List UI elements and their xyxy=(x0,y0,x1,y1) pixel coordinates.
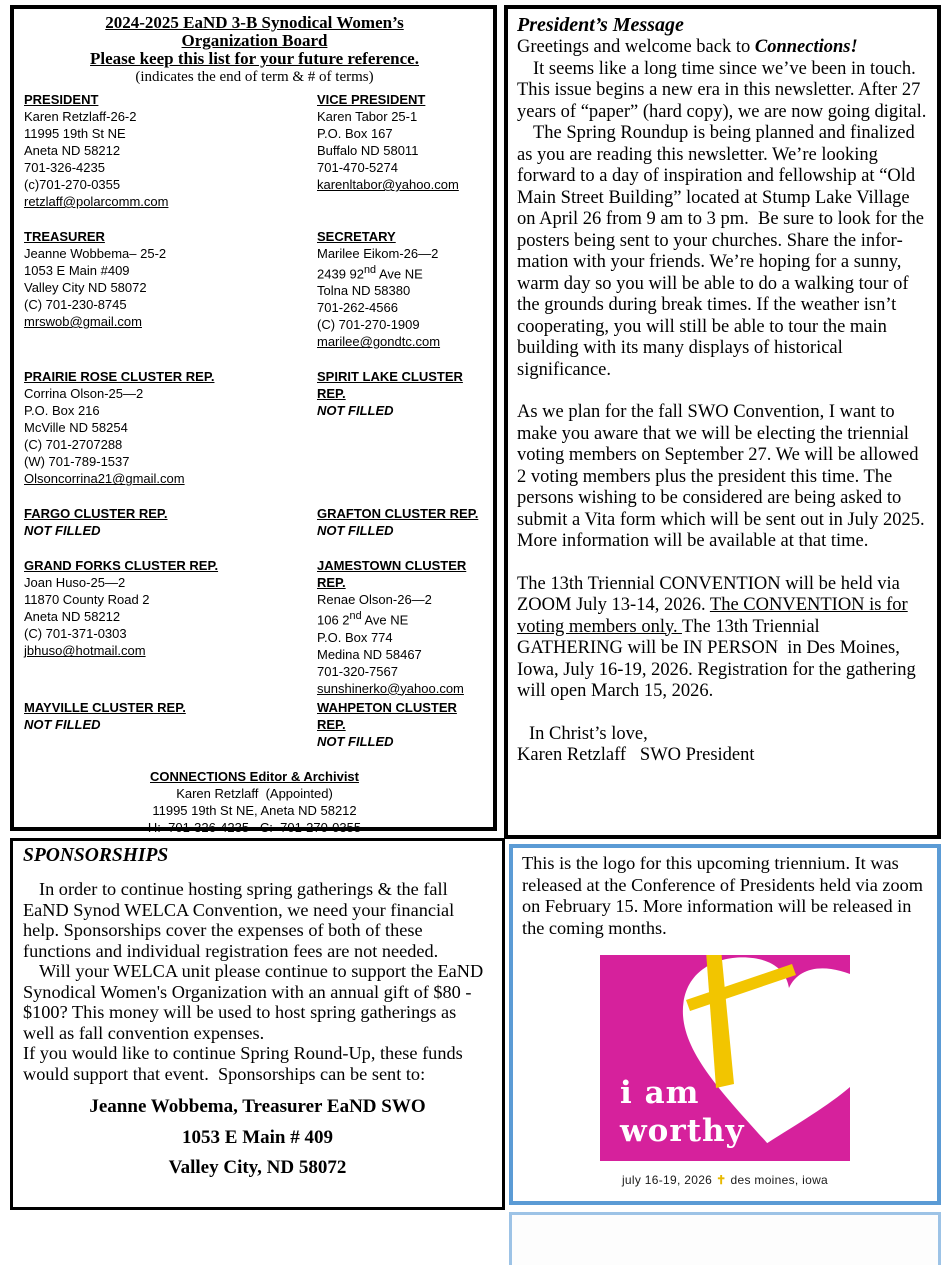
board-entry xyxy=(24,91,317,210)
entry-not-filled: NOT FILLED xyxy=(317,403,394,419)
sponsorships-mailing-address xyxy=(23,1097,492,1179)
entry-email-link[interactable]: sunshinerko@yahoo.com xyxy=(317,680,464,696)
board-entry xyxy=(317,505,485,539)
message-signature: Karen Retzlaff SWO President xyxy=(517,745,755,765)
entry-line: McVille ND 58254 xyxy=(24,420,128,436)
entry-line: (C) 701-270-1909 xyxy=(317,317,420,333)
editor-line: H: 701-326-4235 C: 701-270-0355 xyxy=(147,819,362,835)
board-title-line1: 2024-2025 EaND 3-B Synodical Women’s xyxy=(105,13,404,32)
board-entry xyxy=(24,228,317,350)
greeting-emphasis: Connections! xyxy=(754,37,858,57)
editor-line: Karen Retzlaff (Appointed) xyxy=(176,785,333,801)
message-paragraph-4 xyxy=(517,574,929,703)
sponsorships-title: SPONSORSHIPS xyxy=(23,845,169,866)
board-entry xyxy=(24,505,317,539)
editor-line: 11995 19th St NE, Aneta ND 58212 xyxy=(152,802,357,818)
entry-email-link[interactable]: karenltabor@yahoo.com xyxy=(317,177,459,192)
paragraph-4-end: The 13th Triennial GATHERING will be IN PERSON in Des Moines, Iowa, July 16-19, 2026. Registration for the gathering will open March 15, 2026. xyxy=(517,616,916,701)
i-am-worthy-logo-image xyxy=(600,955,850,1161)
message-greeting xyxy=(517,37,929,59)
entry-title: GRAFTON CLUSTER REP. xyxy=(317,506,479,522)
sponsorships-paragraph-1: In order to continue hosting spring gatherings & the fall EaND Synod WELCA Convention, we need your financial help. Sponsorships cover the expenses of both of these functions and individual registration fees are not needed. xyxy=(23,879,455,961)
board-row xyxy=(24,505,485,539)
entry-line: Karen Retzlaff-26-2 xyxy=(24,109,137,124)
entry-title: VICE PRESIDENT xyxy=(317,92,426,107)
presidents-message-box xyxy=(504,5,941,839)
entry-email-link[interactable]: mrswob@gmail.com xyxy=(24,314,142,329)
caption-date: july 16-19, 2026 xyxy=(621,1173,713,1187)
entry-line: (W) 701-789-1537 xyxy=(24,454,130,470)
address-line: Valley City, ND 58072 xyxy=(168,1157,347,1178)
board-row xyxy=(24,699,485,750)
board-entry xyxy=(24,557,317,696)
board-entry xyxy=(24,368,317,487)
triennium-logo-box xyxy=(509,844,941,1205)
sponsorships-paragraph-2: Will your WELCA unit please continue to support the EaND Synodical Women's Organization with an annual gift of $80 - $100? This money will be used to host spring gatherings as well as fall convention expenses. xyxy=(23,961,484,1043)
entry-title: MAYVILLE CLUSTER REP. xyxy=(24,699,186,715)
entry-line: (c)701-270-0355 xyxy=(24,177,121,192)
board-row xyxy=(24,368,485,487)
entry-line: Marilee Eikom-26—2 xyxy=(317,246,439,261)
message-paragraph-1: It seems like a long time since we’ve been in touch. This issue begins a new era in this newsletter. After 27 years of “paper” (hard copy), we are now going digital. xyxy=(517,58,927,122)
logo-text-line2: worthy xyxy=(620,1113,745,1149)
sponsorships-paragraph-3: If you would like to continue Spring Round-Up, these funds would support that event. Sponsorships can be sent to: xyxy=(23,1043,463,1084)
entry-title: SECRETARY xyxy=(317,229,396,244)
message-paragraph-2: The Spring Roundup is being planned and finalized as you are reading this newsletter. We’re looking forward to a day of inspiration and fellowship at “Old Main Street Building” located at Stump Lake Village on April 26 from 9 am to 3 pm. Be sure to look for the posters being sent to your churches. Share the information with your friends. We’re hoping for a sunny, warm day so you will be able to do a walking tour of the grounds during break times. If the weather isn’t cooperating, you will still be able to tour the main building with its many displays of historical significance. xyxy=(517,123,924,380)
entry-title: SPIRIT LAKE CLUSTER REP. xyxy=(317,369,463,402)
entry-line: P.O. Box 216 xyxy=(24,403,100,419)
entry-title: FARGO CLUSTER REP. xyxy=(24,506,168,522)
logo-text-line1: i am xyxy=(620,1075,700,1111)
entry-email-link[interactable]: Olsoncorrina21@gmail.com xyxy=(24,471,185,487)
entry-title: PRAIRIE ROSE CLUSTER REP. xyxy=(24,369,215,385)
address-line: 1053 E Main # 409 xyxy=(182,1126,333,1148)
board-row xyxy=(24,557,485,696)
greeting-text: Greetings and welcome back to xyxy=(517,37,755,57)
editor-title: CONNECTIONS Editor & Archivist xyxy=(150,768,359,784)
board-entry xyxy=(317,91,485,210)
caption-cross-icon: ✝ xyxy=(716,1173,727,1187)
entry-not-filled: NOT FILLED xyxy=(317,733,394,749)
board-title xyxy=(24,14,485,86)
entry-line: (C) 701-371-0303 xyxy=(24,626,127,642)
entry-title: PRESIDENT xyxy=(24,92,99,107)
entry-not-filled: NOT FILLED xyxy=(24,716,101,732)
entry-line: (C) 701-230-8745 xyxy=(24,297,127,312)
entry-line: 11870 County Road 2 xyxy=(24,592,150,608)
entry-line: 701-262-4566 xyxy=(317,300,398,316)
entry-line: 701-470-5274 xyxy=(317,160,398,175)
entry-line: (C) 701-2707288 xyxy=(24,437,123,453)
entry-not-filled: NOT FILLED xyxy=(24,523,101,539)
logo-description: This is the logo for this upcoming triennium. It was released at the Conference of Presidents held via zoom on February 15. More information will be released in the coming months. xyxy=(522,853,924,938)
entry-line: Tolna ND 58380 xyxy=(317,283,411,299)
entry-title: TREASURER xyxy=(24,229,105,244)
entry-line: Renae Olson-26—2 xyxy=(317,592,432,608)
entry-line: Karen Tabor 25-1 xyxy=(317,109,418,124)
board-entry xyxy=(317,228,485,350)
entry-line: P.O. Box 774 xyxy=(317,629,393,645)
board-title-line4: (indicates the end of term & # of terms) xyxy=(135,69,374,85)
message-paragraph-3: As we plan for the fall SWO Convention, I want to make you aware that we will be electing the triennial voting members on September 27. We will be allowed 2 voting members plus the president this time. The persons wishing to be considered are being asked to submit a Vita form which will be sent out in July 2025. More information will be available at that time. xyxy=(517,402,925,551)
entry-line: 701-326-4235 xyxy=(24,160,105,175)
entry-email-link[interactable]: retzlaff@polarcomm.com xyxy=(24,194,169,209)
entry-line: 11995 19th St NE xyxy=(24,126,126,141)
paragraph-4-underlined: The CONVENTION is for voting members only. xyxy=(517,595,908,637)
paragraph-4-start: The 13th Triennial CONVENTION will be held via ZOOM July 13-14, 2026. xyxy=(517,573,900,615)
entry-title: WAHPETON CLUSTER REP. xyxy=(317,699,457,732)
entry-line: 2439 92nd Ave NE xyxy=(317,264,423,282)
entry-line: Jeanne Wobbema– 25-2 xyxy=(24,246,167,261)
entry-line: Corrina Olson-25—2 xyxy=(24,386,144,402)
entry-line: P.O. Box 167 xyxy=(317,126,393,141)
board-title-line3: Please keep this list for your future reference. xyxy=(90,49,419,68)
entry-not-filled: NOT FILLED xyxy=(317,523,394,539)
entry-line: Aneta ND 58212 xyxy=(24,609,121,625)
entry-line: Buffalo ND 58011 xyxy=(317,143,419,158)
board-row xyxy=(24,228,485,350)
board-entry xyxy=(317,368,485,487)
entry-line: Valley City ND 58072 xyxy=(24,280,147,295)
board-entry xyxy=(317,557,485,696)
entry-email-link[interactable]: marilee@gondtc.com xyxy=(317,334,441,350)
board-rows xyxy=(24,91,485,750)
empty-continuation-box xyxy=(509,1212,941,1265)
board-row xyxy=(24,91,485,210)
entry-title: GRAND FORKS CLUSTER REP. xyxy=(24,558,219,574)
entry-line: Aneta ND 58212 xyxy=(24,143,121,158)
board-entry xyxy=(317,699,485,750)
logo-caption xyxy=(522,1173,928,1187)
board-box xyxy=(10,5,497,835)
sponsorships-box xyxy=(10,838,505,1210)
presidents-message-title: President’s Message xyxy=(517,14,684,36)
entry-line: 1053 E Main #409 xyxy=(24,263,130,278)
entry-line: 701-320-7567 xyxy=(317,663,398,679)
entry-line: Medina ND 58467 xyxy=(317,646,422,662)
entry-line: Joan Huso-25—2 xyxy=(24,575,126,591)
board-title-line2: Organization Board xyxy=(181,31,328,50)
address-line: Jeanne Wobbema, Treasurer EaND SWO xyxy=(89,1096,426,1117)
caption-location: des moines, iowa xyxy=(730,1173,829,1187)
board-entry xyxy=(24,699,317,750)
entry-title: JAMESTOWN CLUSTER REP. xyxy=(317,558,467,591)
entry-line: 106 2nd Ave NE xyxy=(317,610,409,628)
message-closing-salutation: In Christ’s love, xyxy=(529,723,648,744)
entry-email-link[interactable]: jbhuso@hotmail.com xyxy=(24,643,146,659)
